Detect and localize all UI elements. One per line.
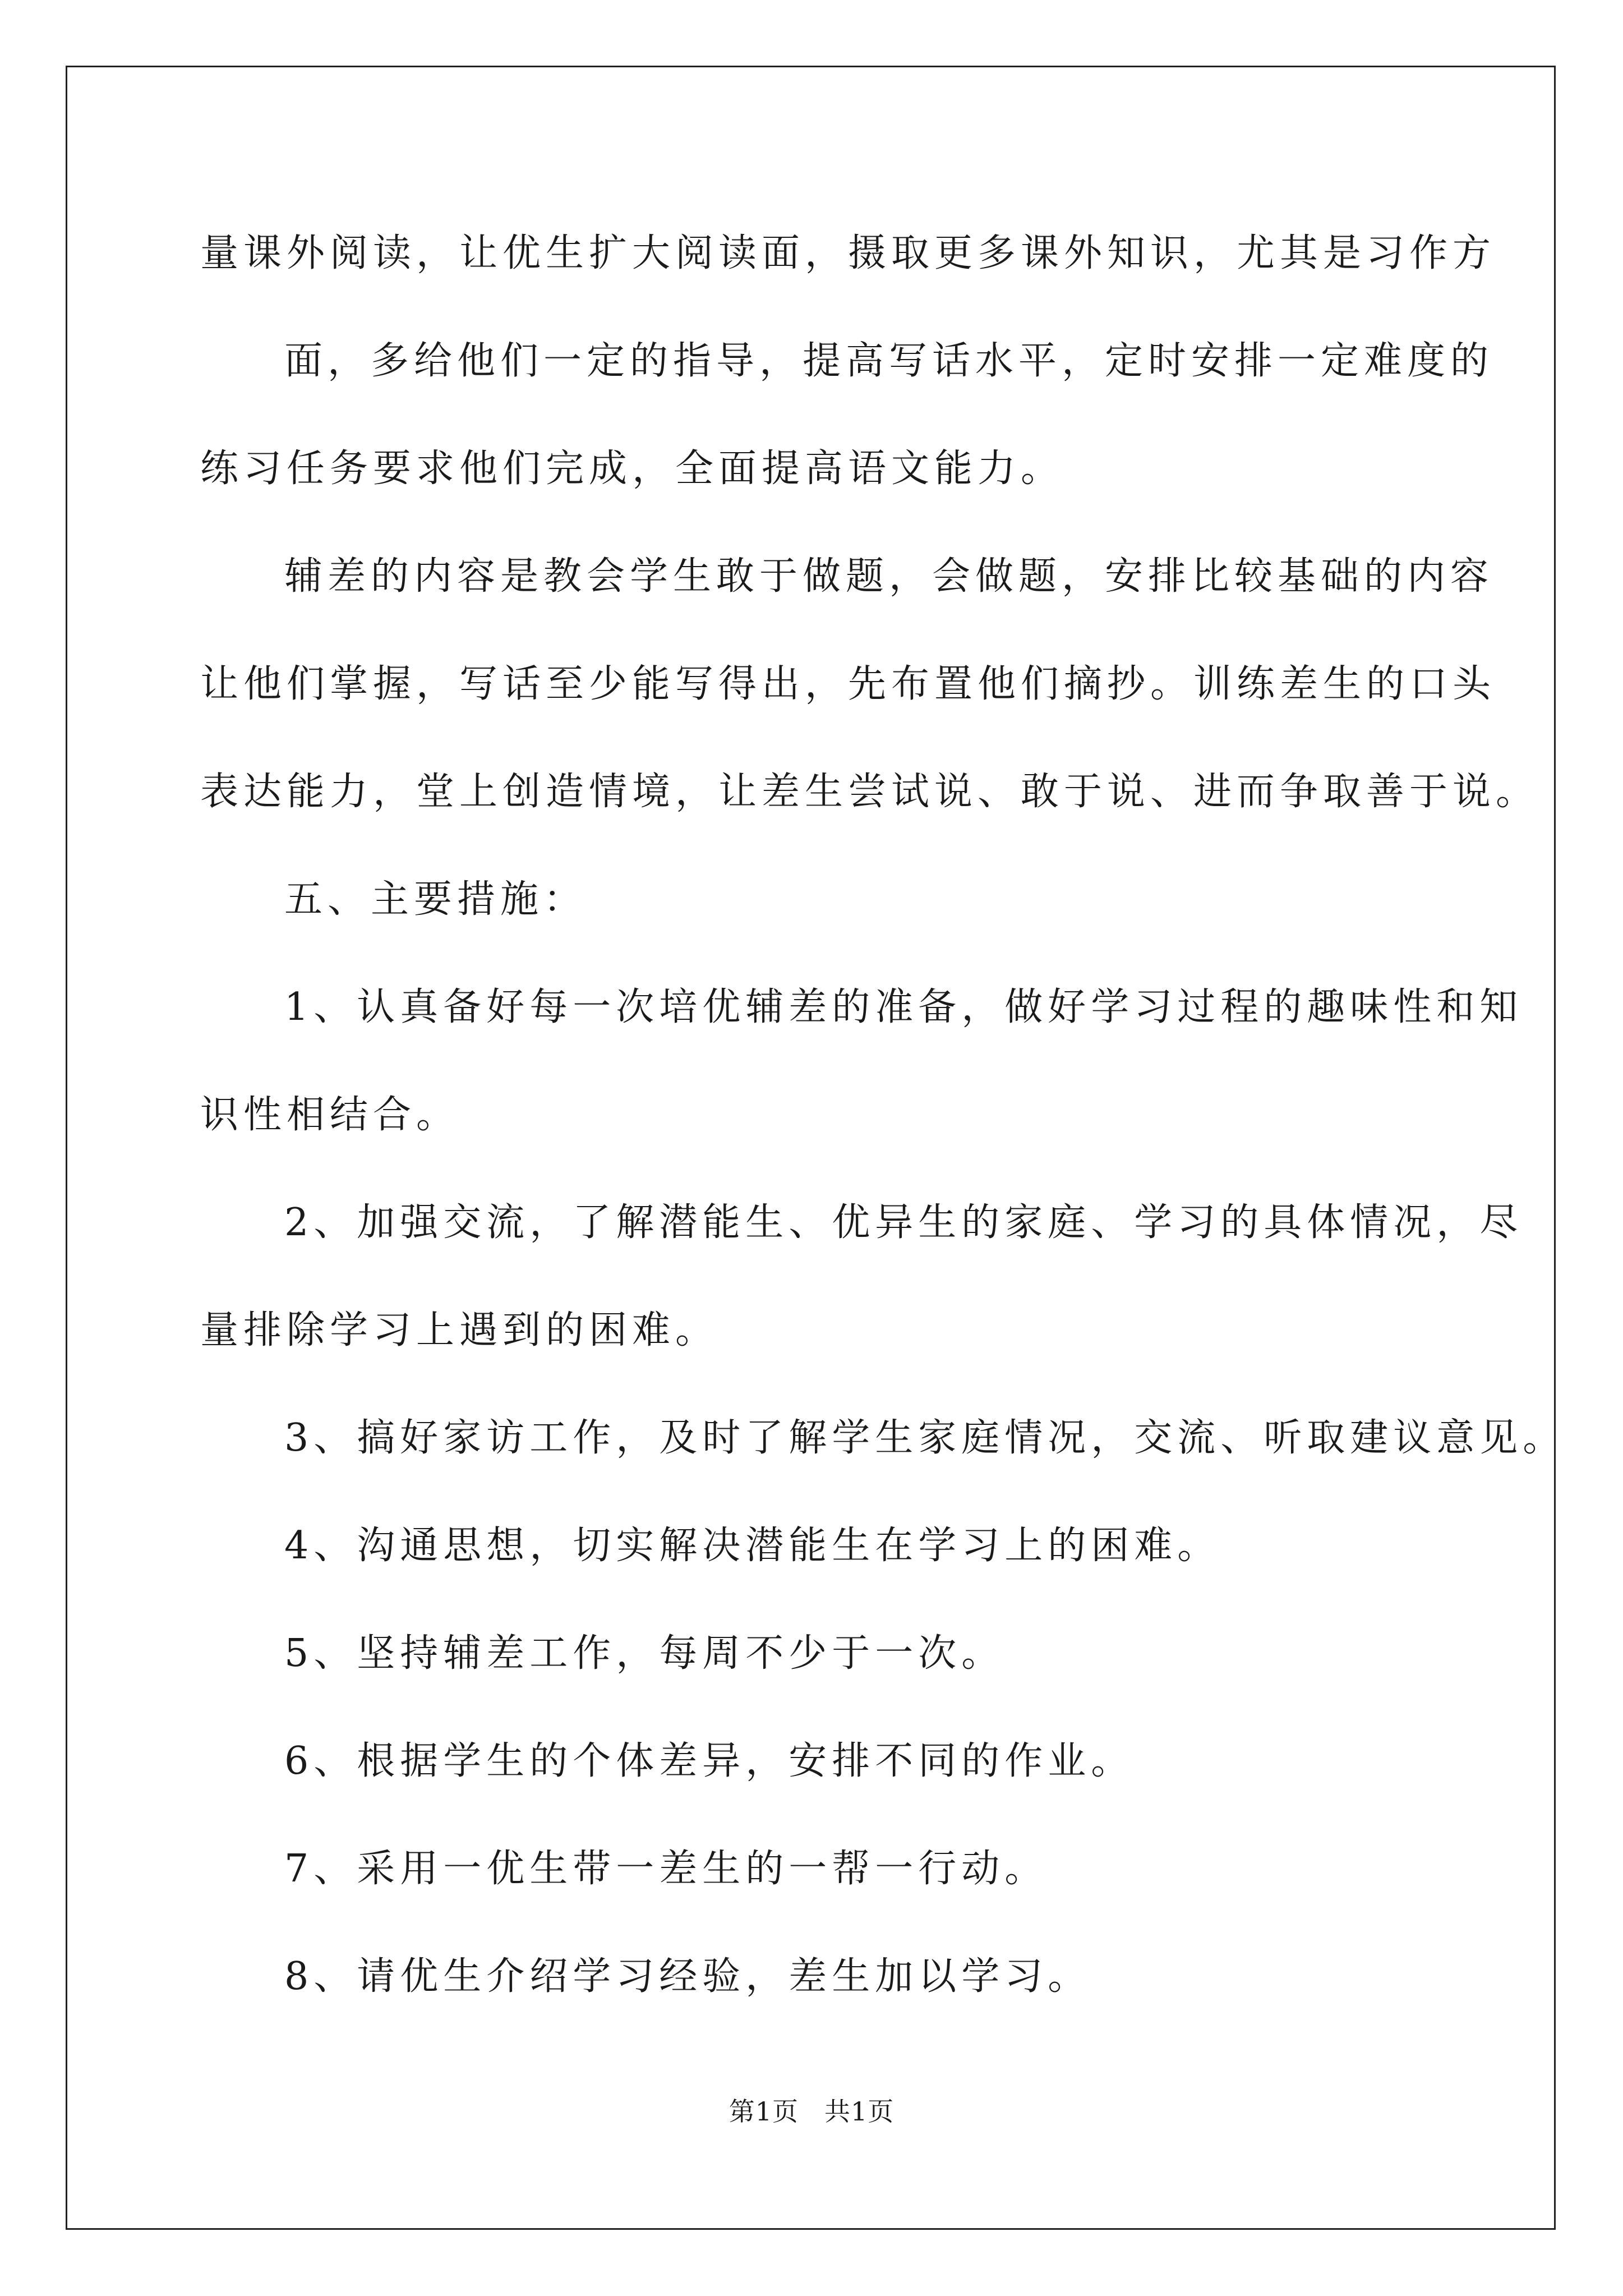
list-item: 4、沟通思想，切实解决潜能生在学习上的困难。: [284, 1524, 1221, 1568]
page-number: 第1页: [728, 2096, 799, 2127]
page-total: 共1页: [824, 2096, 895, 2127]
text-line: 面，多给他们一定的指导，提高写话水平，定时安排一定难度的: [284, 339, 1494, 383]
list-item: 7、采用一优生带一差生的一帮一行动。: [284, 1847, 1048, 1891]
section-heading: 五、主要措施：: [284, 877, 587, 922]
list-item-continuation: 量排除学习上遇到的困难。: [200, 1308, 719, 1352]
text-line: 辅差的内容是教会学生敢于做题，会做题，安排比较基础的内容: [284, 554, 1494, 599]
page-border: [66, 66, 1556, 2230]
list-item: 8、请优生介绍学习经验，差生加以学习。: [284, 1954, 1091, 1999]
list-item: 5、坚持辅差工作，每周不少于一次。: [284, 1631, 1005, 1676]
text-line: 练习任务要求他们完成，全面提高语文能力。: [200, 447, 1064, 491]
list-item: 3、搞好家访工作，及时了解学生家庭情况，交流、听取建议意见。: [284, 1416, 1566, 1460]
list-item-continuation: 识性相结合。: [200, 1093, 460, 1137]
text-line: 让他们掌握，写话至少能写得出，先布置他们摘抄。训练差生的口头: [200, 662, 1496, 706]
list-item: 6、根据学生的个体差异，安排不同的作业。: [284, 1739, 1135, 1783]
text-line: 表达能力，堂上创造情境，让差生尝试说、敢于说、进而争取善于说。: [200, 770, 1539, 814]
list-item: 1、认真备好每一次培优辅差的准备，做好学习过程的趣味性和知: [284, 985, 1523, 1029]
text-line: 量课外阅读，让优生扩大阅读面，摄取更多课外知识，尤其是习作方: [200, 231, 1496, 275]
list-item: 2、加强交流，了解潜能生、优异生的家庭、学习的具体情况，尽: [284, 1200, 1523, 1245]
page-footer: [0, 2091, 1623, 2128]
